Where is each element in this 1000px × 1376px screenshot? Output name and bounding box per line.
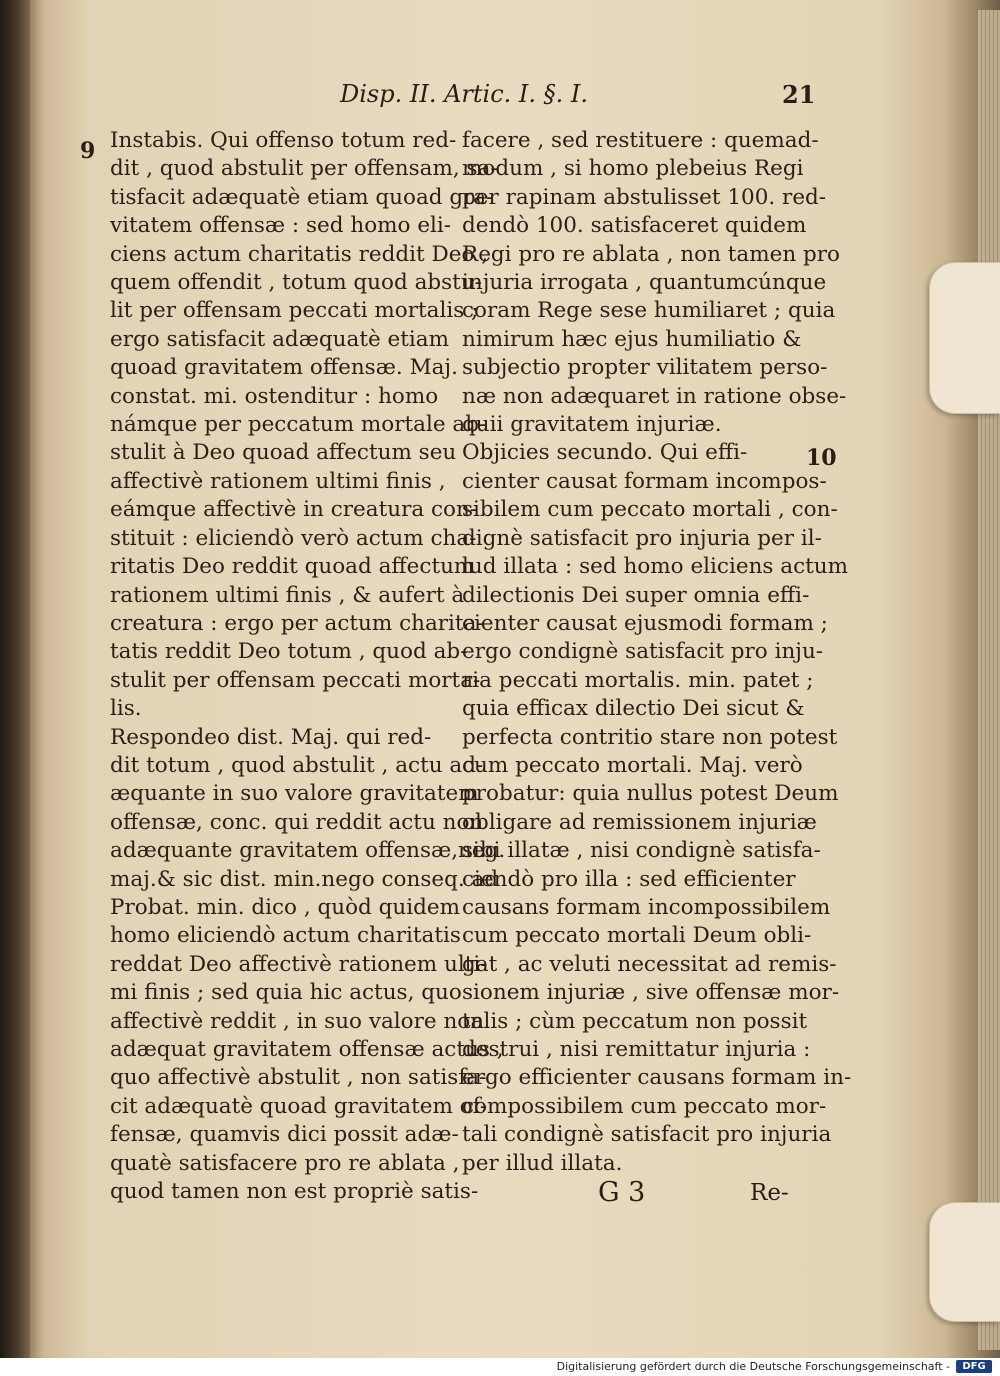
text-line: námque per peccatum mortale ab-: [110, 412, 487, 438]
text-line: talis ; cùm peccatum non possit: [462, 1008, 808, 1034]
text-line: dignè satisfacit pro injuria per il-: [462, 525, 822, 551]
text-line: ergo efficienter causans formam in-: [462, 1065, 852, 1091]
text-line: modum , si homo plebeius Regi: [462, 156, 804, 182]
text-line: facere , sed restituere : quemad-: [462, 128, 819, 153]
text-line: probatur: quia nullus potest Deum: [462, 781, 839, 807]
text-line: sionem injuriæ , sive offensæ mor-: [462, 980, 840, 1006]
text-line: ciens actum charitatis reddit Deo ,: [110, 241, 489, 267]
text-line: injuria irrogata , quantumcúnque: [462, 270, 827, 296]
margin-number-left: 9: [80, 138, 96, 164]
text-line: ritatis Deo reddit quoad affectum: [110, 554, 475, 580]
text-line: Respondeo dist. Maj. qui red-: [110, 724, 432, 750]
text-line: reddat Deo affectivè rationem ulti-: [110, 951, 488, 977]
dfg-logo-icon: DFG: [956, 1360, 992, 1373]
margin-number-right: 10: [806, 445, 837, 471]
text-line: dendò 100. satisfaceret quidem: [462, 213, 807, 239]
text-line: rationem ultimi finis , & aufert à: [110, 582, 465, 608]
text-line: affectivè rationem ultimi finis ,: [110, 468, 446, 494]
text-line: æquante in suo valore gravitatem: [110, 781, 479, 807]
signature-mark: G 3: [598, 1177, 646, 1208]
text-line: Instabis. Qui offenso totum red-: [110, 128, 457, 153]
text-line: dit , quod abstulit per offensam, sa-: [110, 156, 498, 182]
text-line: næ non adæquaret in ratione obse-: [462, 383, 847, 409]
text-line: quod tamen non est propriè satis-: [110, 1179, 479, 1205]
text-line: fensæ, quamvis dici possit adæ-: [110, 1122, 459, 1148]
text-line: ria peccati mortalis. min. patet ;: [462, 667, 814, 693]
text-line: Objicies secundo. Qui effi-: [462, 440, 748, 466]
text-line: eámque affectivè in creatura con-: [110, 497, 478, 523]
text-line: tali condignè satisfacit pro injuria: [462, 1122, 832, 1148]
text-line: cienter causat ejusmodi formam ;: [462, 610, 828, 636]
text-line: per illud illata.: [462, 1150, 623, 1176]
right-column: [462, 127, 852, 1178]
catchword: Re-: [750, 1180, 789, 1206]
footer-credit: Digitalisierung gefördert durch die Deutsche Forschungsgemeinschaft -: [556, 1360, 950, 1373]
text-line: creatura : ergo per actum charita-: [110, 610, 484, 636]
text-line: cum peccato mortali. Maj. verò: [462, 752, 803, 778]
text-line: quii gravitatem injuriæ.: [462, 412, 722, 438]
text-line: constat. mi. ostenditur : homo: [110, 383, 439, 409]
text-line: adæquat gravitatem offensæ actus ,: [110, 1037, 504, 1062]
binding-edge: [0, 0, 30, 1358]
scanner-clip-bottom: [929, 1202, 1000, 1322]
scanner-clip-top: [929, 262, 1000, 414]
text-line: obligare ad remissionem injuriæ: [462, 809, 817, 835]
text-line: ciendò pro illa : sed efficienter: [462, 866, 796, 892]
digitization-footer: [0, 1358, 1000, 1376]
text-line: per rapinam abstulisset 100. red-: [462, 184, 827, 210]
text-line: cit adæquatè quoad gravitatem of-: [110, 1093, 488, 1119]
text-line: quoad gravitatem offensæ. Maj.: [110, 355, 458, 381]
text-line: sibilem cum peccato mortali , con-: [462, 497, 838, 523]
text-line: maj.& sic dist. min.nego conseq. ad: [110, 866, 499, 892]
text-line: quia efficax dilectio Dei sicut &: [462, 696, 805, 722]
text-line: stulit per offensam peccati morta-: [110, 667, 481, 693]
text-line: Probat. min. dico , quòd quidem: [110, 894, 460, 920]
text-line: cienter causat formam incompos-: [462, 468, 827, 494]
text-line: destrui , nisi remittatur injuria :: [462, 1037, 811, 1062]
text-line: cum peccato mortali Deum obli-: [462, 923, 812, 949]
text-line: ergo satisfacit adæquatè etiam: [110, 326, 449, 352]
text-line: lud illata : sed homo eliciens actum: [462, 554, 849, 580]
text-line: quo affectivè abstulit , non satisfa-: [110, 1065, 487, 1091]
text-line: subjectio propter vilitatem perso-: [462, 355, 828, 381]
text-line: gat , ac veluti necessitat ad remis-: [462, 951, 837, 977]
text-line: lit per offensam peccati mortalis ;: [110, 298, 479, 324]
text-line: tisfacit adæquatè etiam quoad gra-: [110, 184, 494, 210]
text-line: homo eliciendò actum charitatis: [110, 923, 461, 949]
running-title: Disp. II. Artic. I. §. I.: [340, 80, 589, 108]
text-line: sibi illatæ , nisi condignè satisfa-: [462, 838, 821, 864]
text-line: stulit à Deo quoad affectum seu: [110, 440, 457, 466]
text-line: ergo condignè satisfacit pro inju-: [462, 639, 824, 665]
text-line: quem offendit , totum quod abstu-: [110, 270, 482, 296]
text-line: perfecta contritio stare non potest: [462, 724, 838, 750]
text-line: nimirum hæc ejus humiliatio &: [462, 326, 802, 352]
text-line: dit totum , quod abstulit , actu ad-: [110, 752, 484, 778]
text-line: mi finis ; sed quia hic actus, quo: [110, 980, 462, 1006]
text-line: stituit : eliciendò verò actum cha-: [110, 525, 477, 551]
text-line: tatis reddit Deo totum , quod ab-: [110, 639, 468, 665]
text-line: coram Rege sese humiliaret ; quia: [462, 298, 836, 324]
text-line: lis.: [110, 696, 142, 722]
text-line: vitatem offensæ : sed homo eli-: [110, 213, 452, 239]
text-line: Regi pro re ablata , non tamen pro: [462, 241, 840, 267]
page-number: 21: [782, 80, 816, 109]
page-edges: [978, 10, 1000, 1350]
text-line: quatè satisfacere pro re ablata ,: [110, 1150, 460, 1176]
text-line: offensæ, conc. qui reddit actu non: [110, 809, 484, 835]
text-line: adæquante gravitatem offensæ,neg.: [110, 838, 506, 864]
text-line: causans formam incompossibilem: [462, 894, 831, 920]
left-column: [110, 127, 506, 1206]
text-line: affectivè reddit , in suo valore non: [110, 1008, 485, 1034]
text-line: dilectionis Dei super omnia effi-: [462, 582, 810, 608]
text-line: compossibilem cum peccato mor-: [462, 1093, 827, 1119]
